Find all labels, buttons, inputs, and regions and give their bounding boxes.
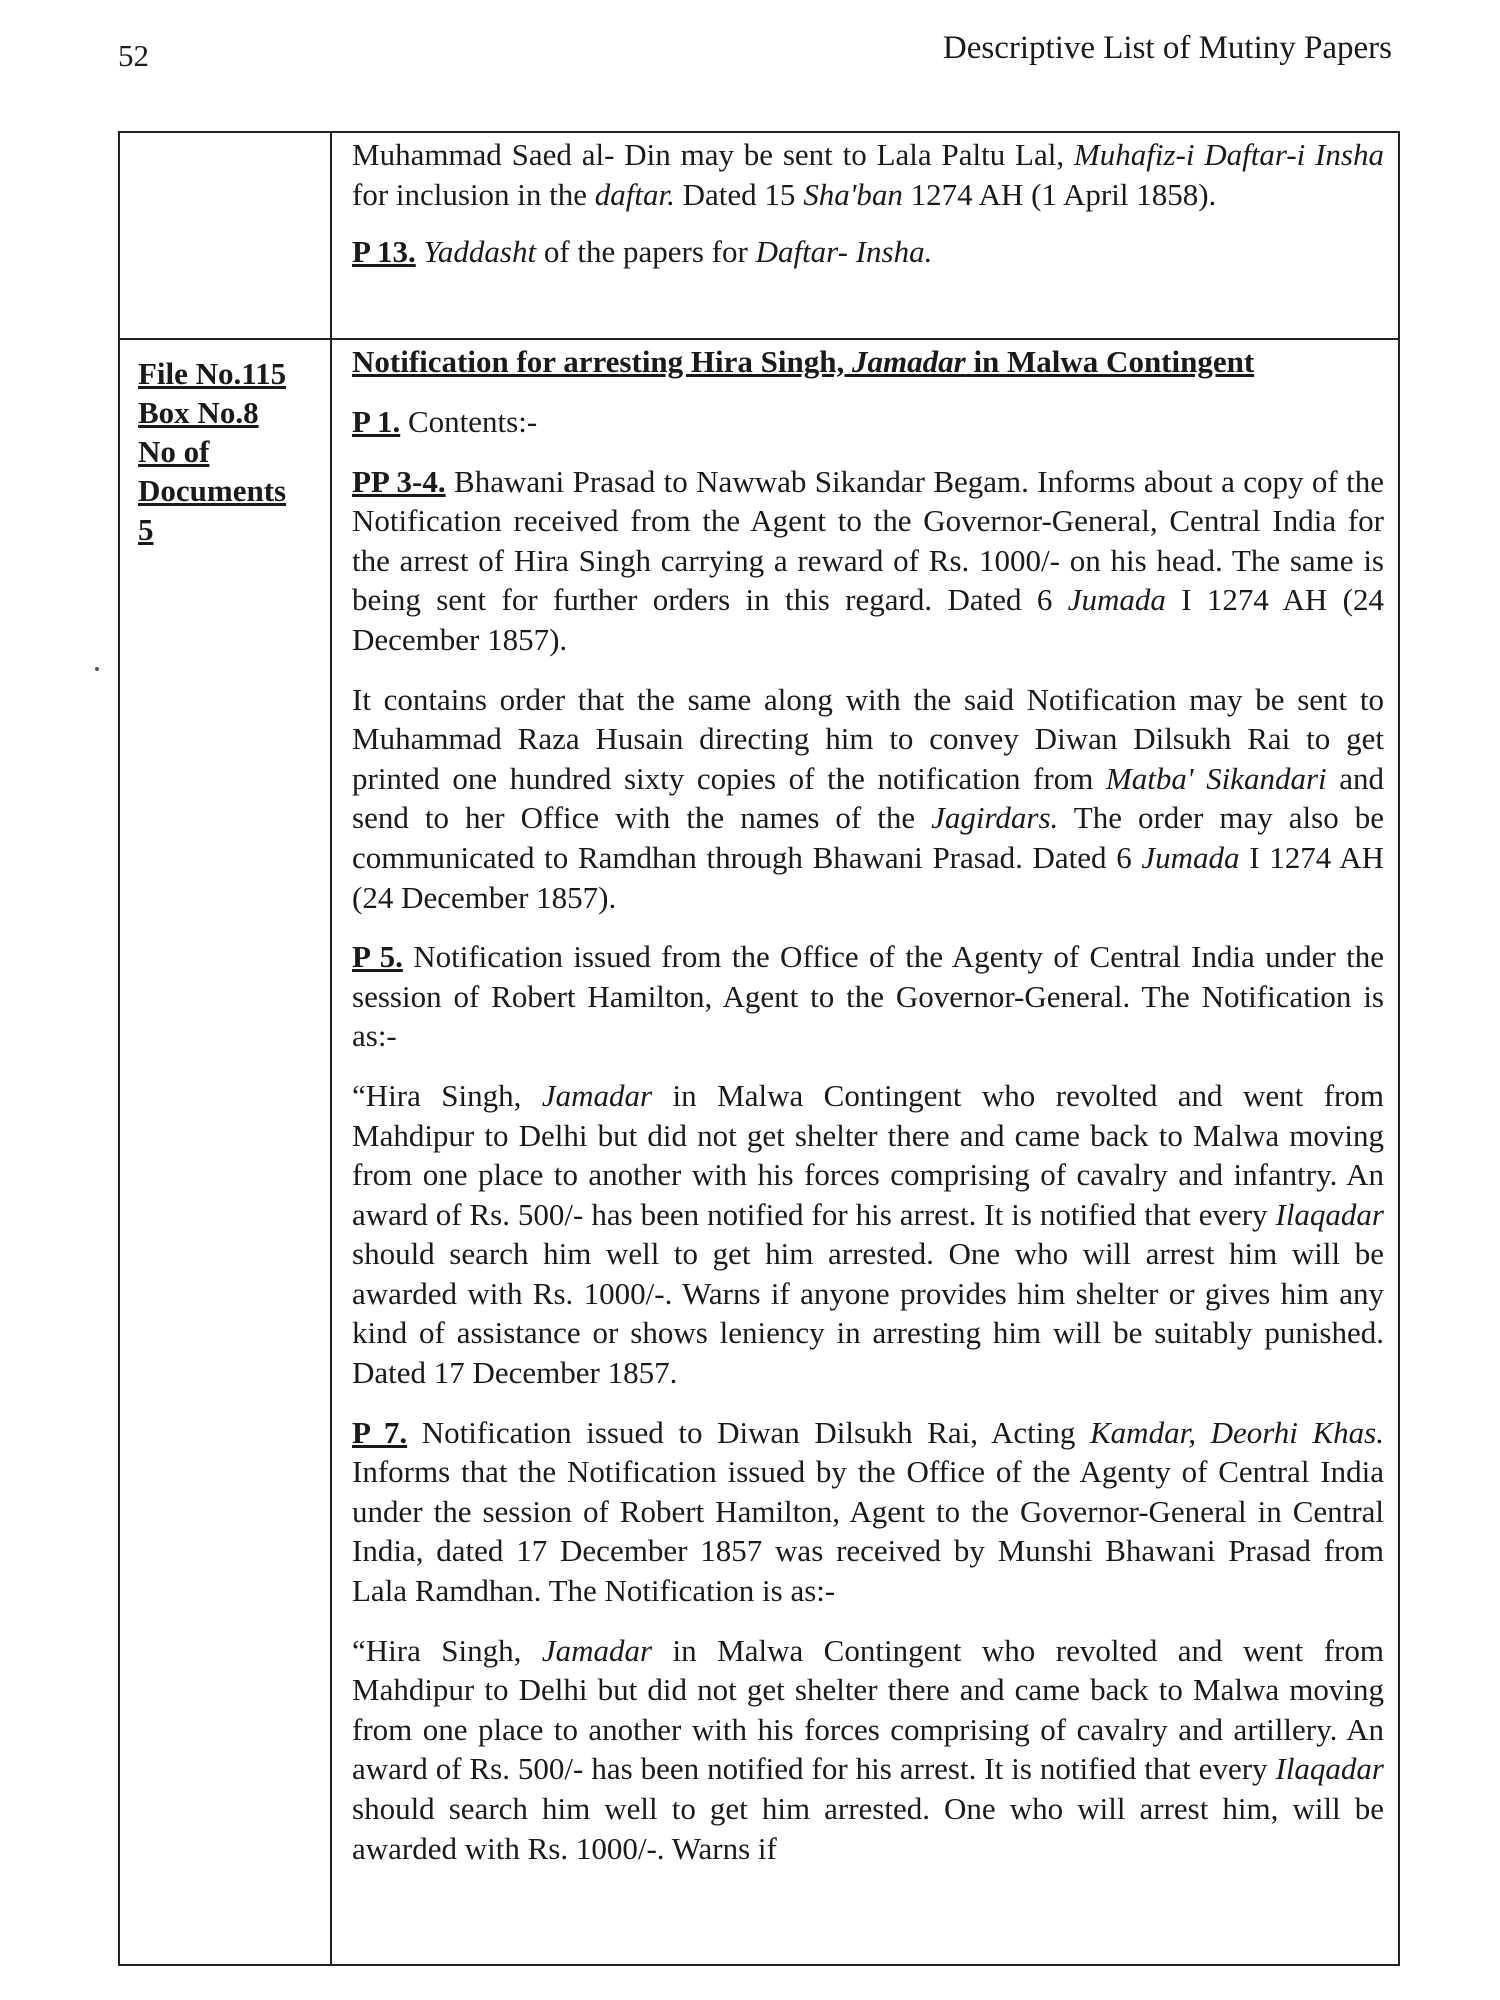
entry-label: P 1. xyxy=(352,404,401,439)
entry-p13: P 13. Yaddasht of the papers for Daftar- Insha. xyxy=(352,234,933,270)
entry-p1: P 1. Contents:- xyxy=(352,404,538,439)
notification-quote: “Hira Singh, Jamadar in Malwa Contingent who revolted and went from Mahdipur to Delhi but did not get shelter there and came back to Malwa moving from one place to another with his forces comprising of cavalry and artillery. An award of Rs. 500/- has been notified for his arrest. It is notified that every Ilaqadar should search him well to get him arrested. One who will arrest him, will be awarded with Rs. 1000/-. Warns if xyxy=(352,1632,1384,1866)
documents-label: Documents xyxy=(138,473,287,508)
entry-label: P 13. xyxy=(352,234,416,270)
running-title: Descriptive List of Mutiny Papers xyxy=(942,30,1392,66)
empty-file-cell xyxy=(119,132,331,339)
box-number: Box No.8 xyxy=(138,395,259,430)
continuation-paragraph: Muhammad Saed al- Din may be sent to Lala Paltu Lal, Muhafiz-i Daftar-i Insha for inclusion in the daftar. Dated 15 Sha'ban 1274 AH (1 April 1858). xyxy=(352,137,1384,212)
documents-count: 5 xyxy=(138,512,154,547)
scan-speck xyxy=(95,667,99,671)
entry-label: PP 3-4. xyxy=(352,463,446,499)
table-row xyxy=(119,132,1399,339)
notification-quote: “Hira Singh, Jamadar in Malwa Contingent who revolted and went from Mahdipur to Delhi but did not get shelter there and came back to Malwa moving from one place to another with his forces comprising of cavalry and infantry. An award of Rs. 500/- has been notified for his arrest. It is notified that every Ilaqadar should search him well to get him arrested. One who will arrest him will be awarded with Rs. 1000/-. Warns if anyone provides him shelter or gives him any kind of assistance or shows leniency in arresting him will be suitably punished. Dated 17 December 1857. xyxy=(352,1077,1384,1391)
file-number: File No.115 xyxy=(138,356,287,391)
entry-p5: P 5. Notification issued from the Office of the Agenty of Central India under the session of Robert Hamilton, Agent to the Governor-General. The Notification is as:- xyxy=(352,939,1384,1054)
descriptive-list-table xyxy=(118,131,1400,1966)
entry-label: P 7. xyxy=(352,1414,408,1450)
page-number: 52 xyxy=(118,38,149,73)
entry-p7: P 7. Notification issued to Diwan Dilsukh Rai, Acting Kamdar, Deorhi Khas. Informs that the Notification issued by the Office of the Agenty of Central India under the session of Robert Hamilton, Agent to the Governor-General in Central India, dated 17 December 1857 was received by Munshi Bhawani Prasad from Lala Ramdhan. The Notification is as:- xyxy=(352,1414,1384,1609)
entry-pp3-4: PP 3-4. Bhawani Prasad to Nawwab Sikandar Begam. Informs about a copy of the Notification received from the Agent to the Governor-General, Central India for the arrest of Hira Singh carrying a reward of Rs. 1000/- on his head. The same is being sent for further orders in this regard. Dated 6 Jumada I 1274 AH (24 December 1857). xyxy=(352,463,1384,657)
entries-cell xyxy=(331,132,1399,339)
entry-label: P 5. xyxy=(352,939,403,975)
file-info-cell xyxy=(119,339,331,1965)
order-paragraph: It contains order that the same along with the said Notification may be sent to Muhammad Raza Husain directing him to convey Diwan Dilsukh Rai to get printed one hundred sixty copies of the notification from Matba' Sikandari and send to her Office with the names of the Jagirdars. The order may also be communicated to Ramdhan through Bhawani Prasad. Dated 6 Jumada I 1274 AH (24 December 1857). xyxy=(352,681,1384,915)
section-heading: Notification for arresting Hira Singh, Jamadar in Malwa Contingent xyxy=(352,344,1255,379)
table-row xyxy=(119,339,1399,1965)
entries-cell xyxy=(331,339,1399,1965)
documents-label: No of xyxy=(138,434,210,469)
